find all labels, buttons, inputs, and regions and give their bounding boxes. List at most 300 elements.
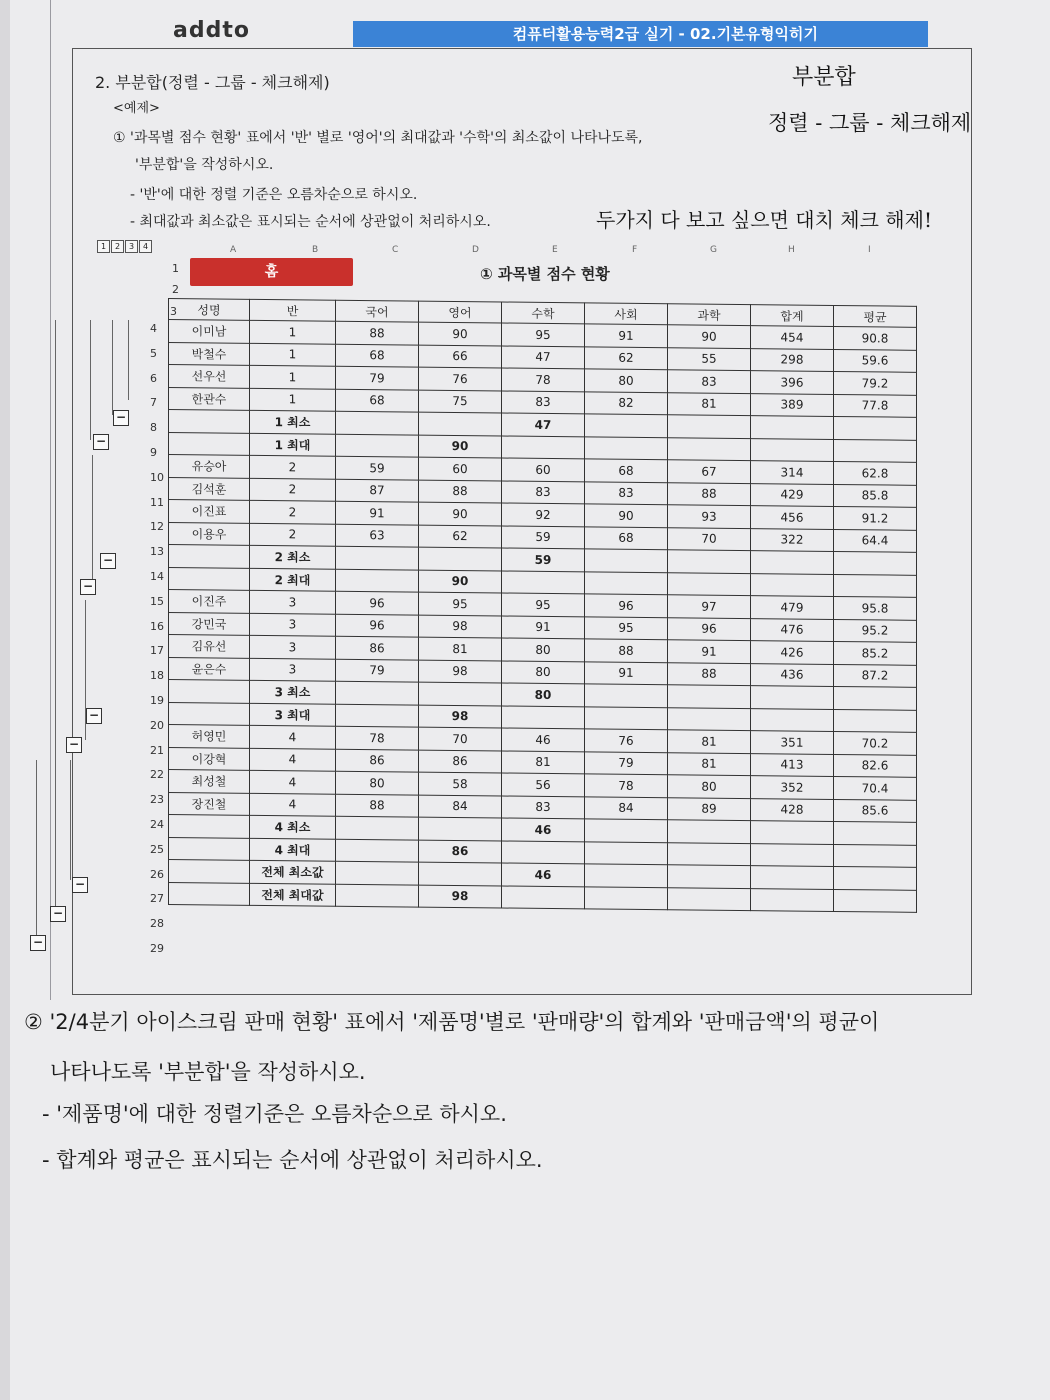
table-cell: 1 최대 [250,433,336,456]
table-cell: 67 [668,460,751,483]
row-number: 29 [150,942,164,955]
table-cell: 80 [502,683,585,706]
table-cell: 96 [585,594,668,617]
table-cell [419,862,502,885]
table-cell: 97 [668,595,751,618]
table-cell: 전체 최대값 [250,883,336,906]
table-cell [169,410,250,433]
column-header-d: D [472,245,479,255]
outline-bar-level2 [55,320,56,910]
table-cell: 3 [250,635,336,658]
header-class: 반 [250,299,336,321]
handwritten-note-steps: 정렬 - 그룹 - 체크해제 [768,111,972,135]
table-cell: 이진주 [169,590,250,613]
question2-line2: 나타나도록 '부분합'을 작성하시오. [50,1060,366,1084]
table-cell [502,840,585,863]
table-cell: 95 [585,616,668,639]
table-cell: 79 [336,659,419,682]
table-cell: 4 [250,725,336,748]
row-number: 23 [150,793,164,807]
table-cell: 413 [751,753,834,776]
table-cell: 3 최소 [250,680,336,703]
table-cell [336,704,419,727]
table-cell: 59 [336,456,419,479]
table-cell: 88 [336,794,419,817]
table-cell: 389 [751,393,834,416]
table-cell: 김석훈 [169,477,250,500]
table-cell: 98 [419,660,502,683]
table-cell [336,546,419,569]
table-cell: 68 [585,459,668,482]
table-cell [585,819,668,842]
question1-line1: ① '과목별 점수 현황' 표에서 '반' 별로 '영어'의 최대값과 '수학'의 최소값이 나타나도록, [113,130,643,146]
table-cell: 68 [336,344,419,367]
table-cell: 55 [668,347,751,370]
table-cell: 96 [668,617,751,640]
table-cell: 84 [419,795,502,818]
table-cell [668,437,751,460]
table-cell [668,550,751,573]
table-cell: 93 [668,505,751,528]
header-english: 영어 [419,301,502,323]
table-cell: 85.2 [834,641,917,664]
table-cell: 선우선 [169,365,250,388]
table-cell: 81 [419,637,502,660]
table-cell: 66 [419,345,502,368]
table-cell: 4 [250,770,336,793]
table-cell [751,573,834,596]
collapse-minus-icon: − [113,410,129,426]
handwritten-note-title: 부분합 [792,65,856,90]
column-header-a: A [230,245,237,255]
table-cell: 1 [250,388,336,411]
header-social: 사회 [585,303,668,325]
table-cell [668,842,751,865]
table-cell: 59 [502,525,585,548]
table-cell: 최성철 [169,770,250,793]
table-cell: 298 [751,348,834,371]
table-cell: 86 [419,840,502,863]
table-cell [668,415,751,438]
table-cell: 전체 최소값 [250,860,336,883]
row-number: 25 [150,842,164,856]
table-cell [336,411,419,434]
table-cell: 60 [502,458,585,481]
table-cell: 428 [751,798,834,821]
row-number: 11 [150,495,164,509]
table-cell: 454 [751,326,834,349]
row-number: 27 [150,892,164,906]
table-cell: 68 [336,389,419,412]
chapter-banner: 컴퓨터활용능력2급 실기 - 02.기본유형익히기 [353,21,928,47]
table-cell: 4 [250,748,336,771]
table-cell [751,438,834,461]
table-cell: 436 [751,663,834,686]
row-number: 24 [150,818,164,831]
table-cell: 47 [502,413,585,436]
table-cell [419,547,502,570]
table-cell: 장진철 [169,792,250,815]
table-cell [585,841,668,864]
table-cell: 46 [502,863,585,886]
table-cell: 91.2 [834,506,917,529]
question1-line2: '부분합'을 작성하시오. [135,157,274,173]
row-number: 7 [150,396,157,410]
row-number: 19 [150,694,164,707]
table-cell: 429 [751,483,834,506]
table-cell: 76 [585,729,668,752]
outline-level-4-button: 4 [139,240,152,253]
table-cell: 83 [585,481,668,504]
row-number-3: 3 [170,305,177,318]
question2-line1: ② '2/4분기 아이스크림 판매 현황' 표에서 '제품명'별로 '판매량'의 합계와 '판매금액'의 평균이 [24,1010,880,1034]
column-header-g: G [710,245,717,255]
table-cell: 95 [419,592,502,615]
column-header-c: C [392,245,399,255]
table-cell [336,681,419,704]
publisher-logo: addto [173,18,250,43]
table-cell: 396 [751,371,834,394]
row-number: 20 [150,718,164,732]
table-cell [585,571,668,594]
collapse-minus-icon: − [93,434,109,450]
table-cell: 63 [336,524,419,547]
table-cell: 86 [336,749,419,772]
table-cell: 95 [502,323,585,346]
table-cell: 2 [250,478,336,501]
table-cell [834,686,917,709]
header-total: 합계 [751,305,834,327]
row-number: 6 [150,371,157,385]
row-number: 14 [150,570,164,583]
table-cell [834,866,917,889]
table-cell: 70.2 [834,731,917,754]
table-cell: 47 [502,345,585,368]
score-table [168,298,917,913]
table-cell: 2 [250,455,336,478]
table-cell [336,861,419,884]
table-cell [502,885,585,908]
header-name: 성명 [169,299,250,321]
table-cell: 80 [502,638,585,661]
table-cell: 82.6 [834,754,917,777]
collapse-minus-icon: − [100,553,116,569]
table-cell [834,574,917,597]
table-cell: 59 [502,548,585,571]
table-cell: 352 [751,776,834,799]
table-cell: 3 최대 [250,703,336,726]
table-cell: 95.2 [834,619,917,642]
table-cell: 81 [668,730,751,753]
collapse-minus-icon: − [30,935,46,951]
table-cell [336,569,419,592]
table-cell: 90 [419,502,502,525]
table-cell: 1 최소 [250,410,336,433]
table-cell: 79.2 [834,371,917,394]
row-number: 8 [150,421,157,435]
table-cell: 86 [336,636,419,659]
table-cell: 91 [668,640,751,663]
table-cell: 88 [668,482,751,505]
outline-bar-level1 [36,760,37,940]
table-cell [169,702,250,725]
table-cell: 426 [751,641,834,664]
table-cell: 1 [250,343,336,366]
table-cell: 89 [668,797,751,820]
table-cell: 2 [250,523,336,546]
table-cell: 2 최대 [250,568,336,591]
table-cell [585,706,668,729]
question1-rule1: - '반'에 대한 정렬 기준은 오름차순으로 하시오. [130,187,418,203]
table-cell: 4 최소 [250,815,336,838]
row-number: 22 [150,768,164,782]
example-label: <예제> [113,101,160,116]
table-cell: 75 [419,390,502,413]
table-cell [834,889,917,912]
table-cell: 3 [250,590,336,613]
question2-rule1: - '제품명'에 대한 정렬기준은 오름차순으로 하시오. [42,1102,507,1126]
table-cell [668,685,751,708]
table-cell: 83 [502,390,585,413]
table-cell [834,709,917,732]
table-cell [169,432,250,455]
header-math: 수학 [502,302,585,324]
table-cell [169,680,250,703]
row-number: 16 [150,619,164,633]
table-cell: 79 [585,751,668,774]
table-cell: 64.4 [834,529,917,552]
table-cell [502,435,585,458]
outline-bar-group4 [70,760,71,880]
table-cell: 81 [668,752,751,775]
binder-edge [10,0,51,1000]
table-cell: 유승아 [169,455,250,478]
table-cell [751,843,834,866]
table-cell [169,837,250,860]
table-cell: 91 [585,324,668,347]
table-cell: 88 [419,480,502,503]
table-cell: 60 [419,457,502,480]
table-cell: 95 [502,593,585,616]
table-cell: 80 [502,660,585,683]
table-cell [502,570,585,593]
handwritten-note-tip: 두가지 다 보고 싶으면 대치 체크 해제! [596,208,932,232]
table-cell [169,567,250,590]
table-cell: 62.8 [834,461,917,484]
table-cell: 351 [751,731,834,754]
table-cell [751,888,834,911]
table-cell: 95.8 [834,596,917,619]
table-cell: 87.2 [834,664,917,687]
question1-rule2: - 최대값과 최소값은 표시되는 순서에 상관없이 처리하시오. [130,214,491,230]
table-cell: 강민국 [169,612,250,635]
table-cell: 90.8 [834,326,917,349]
table-cell: 이진표 [169,500,250,523]
table-cell: 81 [502,750,585,773]
table-cell: 46 [502,818,585,841]
table-cell [751,551,834,574]
table-cell: 91 [585,661,668,684]
table-cell [336,816,419,839]
column-header-i: I [868,245,871,255]
table-cell: 86 [419,750,502,773]
row-number: 15 [150,594,164,608]
table-cell [336,884,419,907]
table-cell [668,572,751,595]
table-cell: 76 [419,367,502,390]
row-number: 21 [150,743,164,757]
table-cell [169,860,250,883]
table-cell [336,839,419,862]
table-cell: 96 [336,591,419,614]
collapse-minus-icon: − [86,708,102,724]
table-cell: 허영민 [169,725,250,748]
table-cell: 79 [336,366,419,389]
table-cell [834,844,917,867]
table-cell: 70 [419,727,502,750]
table-cell: 김유선 [169,635,250,658]
header-average: 평균 [834,305,917,327]
table-cell [585,684,668,707]
table-title: ① 과목별 점수 현황 [480,265,610,283]
table-cell: 90 [419,570,502,593]
table-cell [751,708,834,731]
table-cell [668,820,751,843]
table-cell: 88 [336,321,419,344]
table-cell [336,434,419,457]
section-heading: 2. 부분합(정렬 - 그룹 - 체크해제) [95,73,330,92]
table-cell: 85.6 [834,799,917,822]
table-cell [585,549,668,572]
table-cell: 96 [336,614,419,637]
table-cell: 70 [668,527,751,550]
outline-level-1-button: 1 [97,240,110,253]
table-cell: 88 [585,639,668,662]
outline-bar-detail1 [128,320,129,400]
column-header-e: E [552,245,558,255]
table-cell: 83 [668,370,751,393]
table-cell [668,707,751,730]
column-header-f: F [632,245,638,255]
row-number: 18 [150,669,164,683]
table-cell [585,864,668,887]
table-cell [668,865,751,888]
table-cell: 88 [668,662,751,685]
table-cell: 83 [502,480,585,503]
row-number-2: 2 [172,283,179,296]
table-cell: 68 [585,526,668,549]
table-cell: 59.6 [834,349,917,372]
row-number: 13 [150,545,164,559]
table-cell [585,886,668,909]
table-cell [419,817,502,840]
table-cell: 85.8 [834,484,917,507]
table-cell [169,545,250,568]
table-cell: 82 [585,391,668,414]
table-cell: 78 [336,726,419,749]
question2-rule2: - 합계와 평균은 표시되는 순서에 상관없이 처리하시오. [42,1148,543,1172]
collapse-minus-icon: − [50,906,66,922]
table-cell: 83 [502,795,585,818]
table-cell [751,686,834,709]
table-cell [585,414,668,437]
table-cell [834,439,917,462]
row-number: 4 [150,322,157,335]
table-cell: 1 [250,365,336,388]
table-cell: 70.4 [834,776,917,799]
table-cell: 58 [419,772,502,795]
table-cell: 91 [502,615,585,638]
table-cell: 80 [336,771,419,794]
table-cell: 90 [419,435,502,458]
table-cell: 56 [502,773,585,796]
table-cell: 78 [502,368,585,391]
collapse-minus-icon: − [66,737,82,753]
outline-level-3-button: 3 [125,240,138,253]
table-cell: 98 [419,615,502,638]
table-cell: 479 [751,596,834,619]
header-science: 과학 [668,304,751,326]
collapse-minus-icon: − [72,877,88,893]
table-cell: 92 [502,503,585,526]
table-cell: 이미남 [169,320,250,343]
table-cell: 84 [585,796,668,819]
outline-bar-group1 [90,320,91,440]
table-cell: 90 [668,325,751,348]
table-cell: 이용우 [169,522,250,545]
table-cell [419,412,502,435]
table-cell: 476 [751,618,834,641]
outline-bar-sub1 [112,320,113,415]
table-cell: 98 [419,885,502,908]
row-number: 9 [150,446,157,459]
table-cell [834,416,917,439]
column-header-b: B [312,245,319,255]
header-korean: 국어 [336,300,419,322]
table-cell: 78 [585,774,668,797]
table-cell: 박철수 [169,342,250,365]
table-cell: 2 [250,500,336,523]
table-cell: 4 최대 [250,838,336,861]
row-number: 28 [150,917,164,931]
table-cell: 98 [419,705,502,728]
collapse-minus-icon: − [80,579,96,595]
table-cell: 80 [585,369,668,392]
table-cell [751,866,834,889]
table-cell: 한관수 [169,387,250,410]
table-cell: 90 [585,504,668,527]
row-number: 12 [150,520,164,534]
table-cell [419,682,502,705]
row-number: 17 [150,644,164,658]
table-cell: 77.8 [834,394,917,417]
table-cell: 87 [336,479,419,502]
outline-level-2-button: 2 [111,240,124,253]
home-button: 홈 [190,258,353,286]
outline-bar-group2 [92,455,93,585]
table-cell: 322 [751,528,834,551]
outline-level-buttons [97,240,152,253]
table-cell [502,705,585,728]
table-cell: 3 [250,613,336,636]
table-cell [834,821,917,844]
table-cell: 62 [419,525,502,548]
table-cell: 윤은수 [169,657,250,680]
table-cell [585,436,668,459]
row-number: 10 [150,470,164,484]
row-number-1: 1 [172,262,179,275]
row-number: 26 [150,867,164,881]
